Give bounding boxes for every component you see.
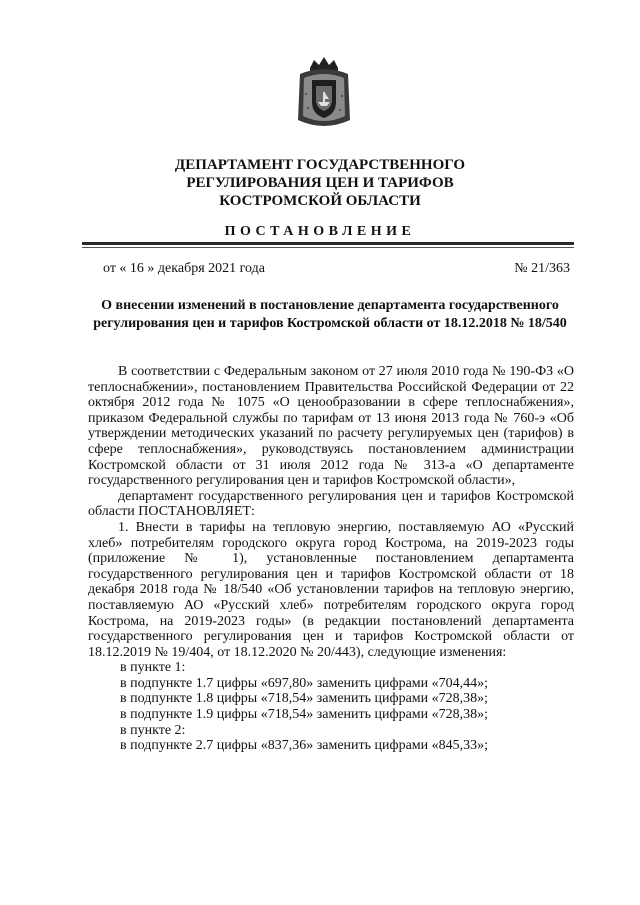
coat-of-arms-icon [292, 54, 356, 134]
body-paragraph-preamble: В соответствии с Федеральным законом от 27 июля 2010 года № 190-ФЗ «О теплоснабжении», постановлением Правительства Российской Федерации от 22 октября 2012 года № 1075 «О ценообразовании в сфере теплоснабжения», приказом Федеральной службы по тарифам от 13 июня 2013 года № 760-э «Об утверждении методических указаний по расчету регулируемых цен (тарифов) в сфере теплоснабжения», руководствуясь постановлением администрации Костромской области от 31 июля 2012 года № 313-а «О департаменте государственного регулирования цен и тарифов Костромской области», [88, 364, 574, 489]
header-divider-thick [82, 242, 574, 245]
body-paragraph-resolution: департамент государственного регулирования цен и тарифов Костромской области ПОСТАНОВЛЯЕТ: [88, 488, 574, 520]
document-body [88, 364, 574, 754]
list-item: в подпункте 1.9 цифры «718,54» заменить цифрами «728,38»; [120, 707, 489, 723]
department-title-line1: ДЕПАРТАМЕНТ ГОСУДАРСТВЕННОГО [174, 157, 466, 173]
document-subject: О внесении изменений в постановление департамента государственного регулирования цен и тарифов Костромской области от 18.12.2018 № 18/540 [93, 298, 567, 331]
document-date: от « 16 » декабря 2021 года [103, 261, 265, 276]
document-number: № 21/363 [514, 261, 570, 276]
header-divider-thin [82, 247, 574, 248]
list-item: в подпункте 1.7 цифры «697,80» заменить цифрами «704,44»; [120, 675, 489, 691]
list-item: в подпункте 1.8 цифры «718,54» заменить цифрами «728,38»; [120, 691, 489, 707]
document-type-heading: ПОСТАНОВЛЕНИЕ [224, 224, 416, 239]
body-paragraph-item-1: 1. Внести в тарифы на тепловую энергию, поставляемую АО «Русский хлеб» потребителям городского округа город Кострома, на 2019-2023 годы (приложение № 1), установленные постановлением департамента государственного регулирования цен и тарифов Костромской области от 18 декабря 2018 года № 18/540 «Об установлении тарифов на тепловую энергию, поставляемую АО «Русский хлеб» потребителям городского округа город Кострома, на 2019-2023 годы» (в редакции постановлений департамента государственного регулирования цен и тарифов Костромской области от 18.12.2019 № 19/404, от 18.12.2020 № 20/443), следующие изменения: [88, 519, 574, 660]
list-item: в подпункте 2.7 цифры «837,36» заменить цифрами «845,33»; [120, 738, 489, 754]
department-title-line3: КОСТРОМСКОЙ ОБЛАСТИ [219, 193, 421, 209]
list-item: в пункте 1: [120, 660, 186, 676]
list-item: в пункте 2: [120, 722, 186, 738]
department-title-line2: РЕГУЛИРОВАНИЯ ЦЕН И ТАРИФОВ [186, 175, 454, 191]
